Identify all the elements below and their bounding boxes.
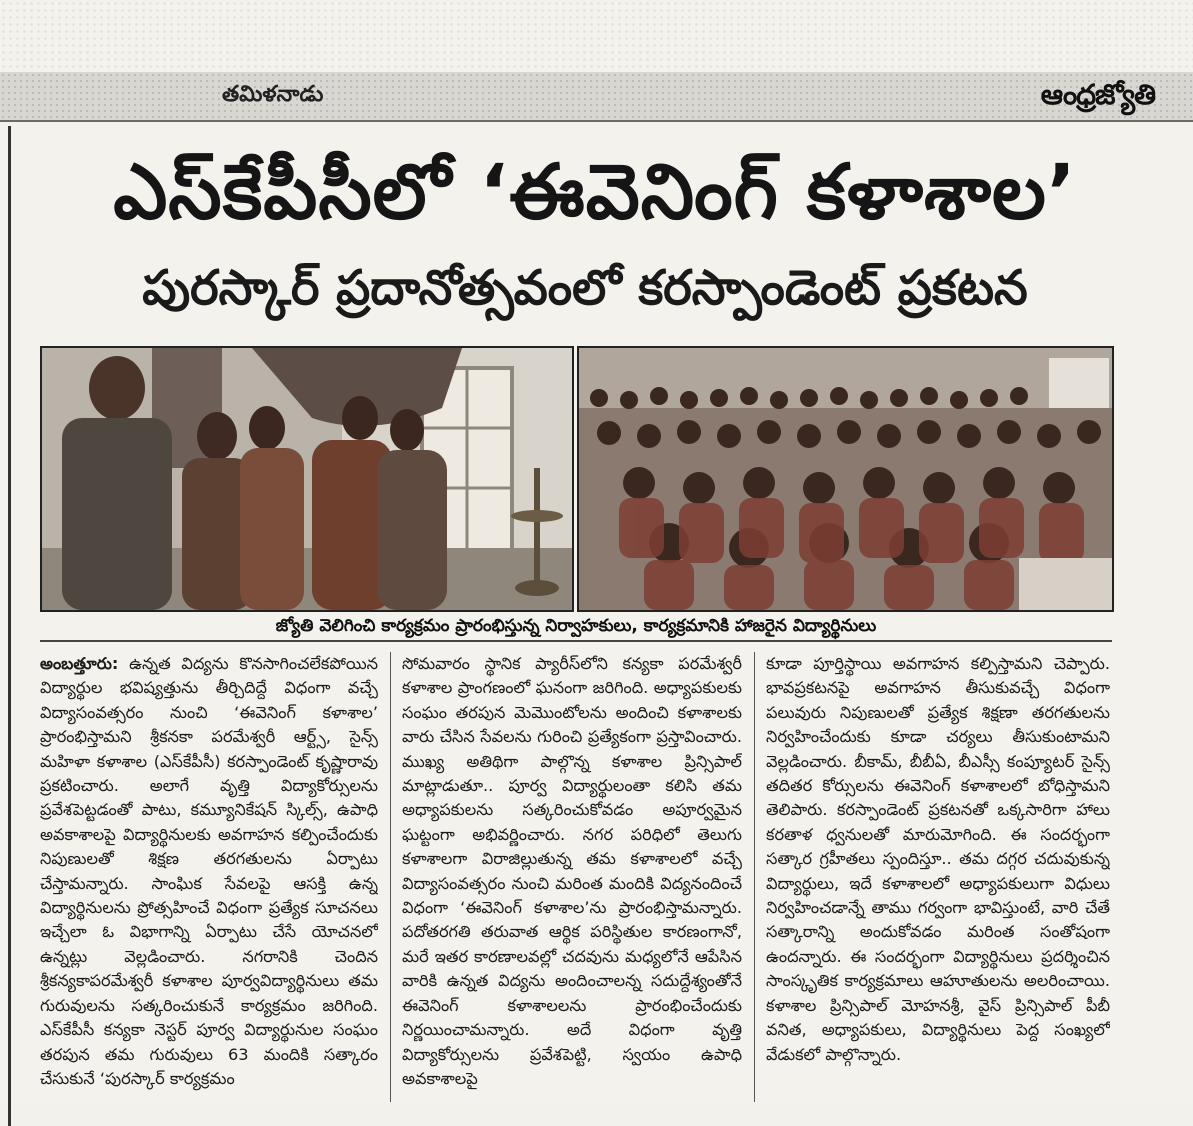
headline: ఎస్‌కేపీసీలో ‘ఈవెనింగ్ కళాశాల’ [113, 147, 1077, 236]
dateline: అంబత్తూరు: [40, 654, 119, 673]
masthead-logo: ఆంధ్రజ్యోతి [1040, 78, 1155, 111]
top-texture [0, 0, 1193, 72]
column-1-text: ఉన్నత విద్యను కొనసాగించలేకపోయిన విద్యార్థుల భవిష్యత్తును తీర్చిదిద్దే విధంగా వచ్చే విద్యాసంవత్సరం నుంచి ‘ఈవెనింగ్ కళాశాల’ ప్రారంభిస్తామని శ్రీకనకా పరమేశ్వరీ ఆర్ట్స్, సైన్స్ మహిళా కళాశాల (ఎస్‌కేపీసీ) కరస్పాండెంట్ కృష్ణారావు ప్రకటించారు. అలాగే వృత్తి విద్యాకోర్సులను ప్రవేశపెట్టడంతో పాటు, కమ్యూనికేషన్ స్కిల్స్, ఉపాధి అవకాశాలపై విద్యార్థినులకు అవగాహన కల్పించేందుకు నిపుణులతో శిక్షణ తరగతులను ఏర్పాటు చేస్తామన్నారు. సాంఘిక సేవలపై ఆసక్తి ఉన్న విద్యార్థినులను ప్రోత్సహించే విధంగా ప్రత్యేక సూచనలు ఇచ్చేలా ఓ విభాగాన్ని ఏర్పాటు చేసే యోచనలో ఉన్నట్లు వెల్లడించారు. నగరానికి చెందిన శ్రీకన్యకాపరమేశ్వరీ కళాశాల పూర్వవిద్యార్థినులు తమ గురువులను సత్కరించుకునే కార్యక్రమం జరిగింది. ఎస్‌కేపీసీ కన్యకా నెస్టర్ పూర్వ విద్యార్థునుల సంఘం తరపున తమ గురువులు 63 మందికి సత్కారం చేసుకునే ‘పురస్కార్ కార్యక్రమం [40, 654, 378, 1088]
left-column-rule [8, 126, 11, 1126]
photo-audience [577, 346, 1114, 612]
photo-caption: జ్యోతి వెలిగించి కార్యక్రమం ప్రారంభిస్తున్న నిర్వాహకులు, కార్యక్రమానికి హాజరైన విద్యార్థినులు [40, 612, 1112, 642]
column-rule [390, 652, 391, 1102]
section-name: తమిళనాడు [222, 82, 324, 107]
photo-lamp-lighting [40, 346, 574, 612]
column-3-text: కూడా పూర్తిస్థాయి అవగాహన కల్పిస్తామని చెప్పారు. భావప్రకటనపై అవగాహన తీసుకువచ్చే విధంగా పలువురు నిపుణులతో ప్రత్యేక శిక్షణా తరగతులను నిర్వహించేందుకు కూడా చర్యలు తీసుకుంటామని వెల్లడించారు. బీకామ్, బీబీఏ, బీఎస్సీ కంప్యూటర్ సైన్స్ తదితర కోర్సులను ఈవెనింగ్ కళాశాలలో బోధిస్తామని తెలిపారు. కరస్పాండెంట్ ప్రకటనతో ఒక్కసారిగా హాలు కరతాళ ధ్వనులతో మారుమోగింది. ఈ సందర్భంగా సత్కార గ్రహీతలు స్పందిస్తూ.. తమ దగ్గర చదువుకున్న విద్యార్థులు, ఇదే కళాశాలలో అధ్యాపకులుగా విధులు నిర్వహించడాన్నే తాము గర్వంగా భావిస్తుంటే, వారి చేతే సత్కారాన్ని అందుకోవడం మరింత సంతోషంగా ఉందన్నారు. ఈ సందర్భంగా విద్యార్థినులు ప్రదర్శించిన సాంస్కృతిక కార్యక్రమాలు ఆహూతులను అలరించాయి. కళాశాల ప్రిన్సిపాల్ మోహనశ్రీ, వైస్ ప్రిన్సిపాల్ పీబీ వనిత, అధ్యాపకులు, విద్యార్థినులు పెద్ద సంఖ్యలో వేడుకలో పాల్గొన్నారు. [766, 654, 1110, 1064]
article-column-1 [40, 652, 378, 1102]
column-rule [754, 652, 755, 1102]
article-column-2 [402, 652, 742, 1102]
subheadline: పురస్కార్ ప్రదానోత్సవంలో కరస్పాండెంట్ ప్రకటన [142, 260, 1028, 316]
column-2-text: సోమవారం స్థానిక ప్యారీస్‌లోని కన్యకా పరమేశ్వరీ కళాశాల ప్రాంగణంలో ఘనంగా జరిగింది. అధ్యాపకులకు సంఘం తరపున మెమొంటోలను అందించి కళాశాలకు వారు చేసిన సేవలను గురించి ప్రత్యేకంగా ప్రస్తావించారు. ముఖ్య అతిథిగా పాల్గొన్న కళాశాల ప్రిన్సిపాల్ మాట్లాడుతూ.. పూర్వ విద్యార్థులంతా కలిసి తమ అధ్యాపకులను సత్కరించుకోవడం అపూర్వమైన ఘట్టంగా అభివర్ణించారు. నగర పరిధిలో తెలుగు కళాశాలగా విరాజిల్లుతున్న తమ కళాశాలలో వచ్చే విద్యాసంవత్సరం నుంచి మరింత మందికి విద్యనందించే విధంగా ‘ఈవెనింగ్ కళాశాల’ను ప్రారంభిస్తామన్నారు. పదోతరగతి తరువాత ఆర్థిక పరిస్థితుల కారణంగానో, మరే ఇతర కారణాలవల్లో చదవును మధ్యలోనే ఆపేసిన వారికి ఉన్నత విద్యను అందించాలన్న సదుద్దేశ్యంతోనే ఈవెనింగ్ కళాశాలలను ప్రారంభించేందుకు నిర్ణయించామన్నారు. అదే విధంగా వృత్తి విద్యాకోర్సులను ప్రవేశపెట్టి, స్వయం ఉపాధి అవకాశాలపై [402, 654, 742, 1088]
article-column-3 [766, 652, 1110, 1102]
